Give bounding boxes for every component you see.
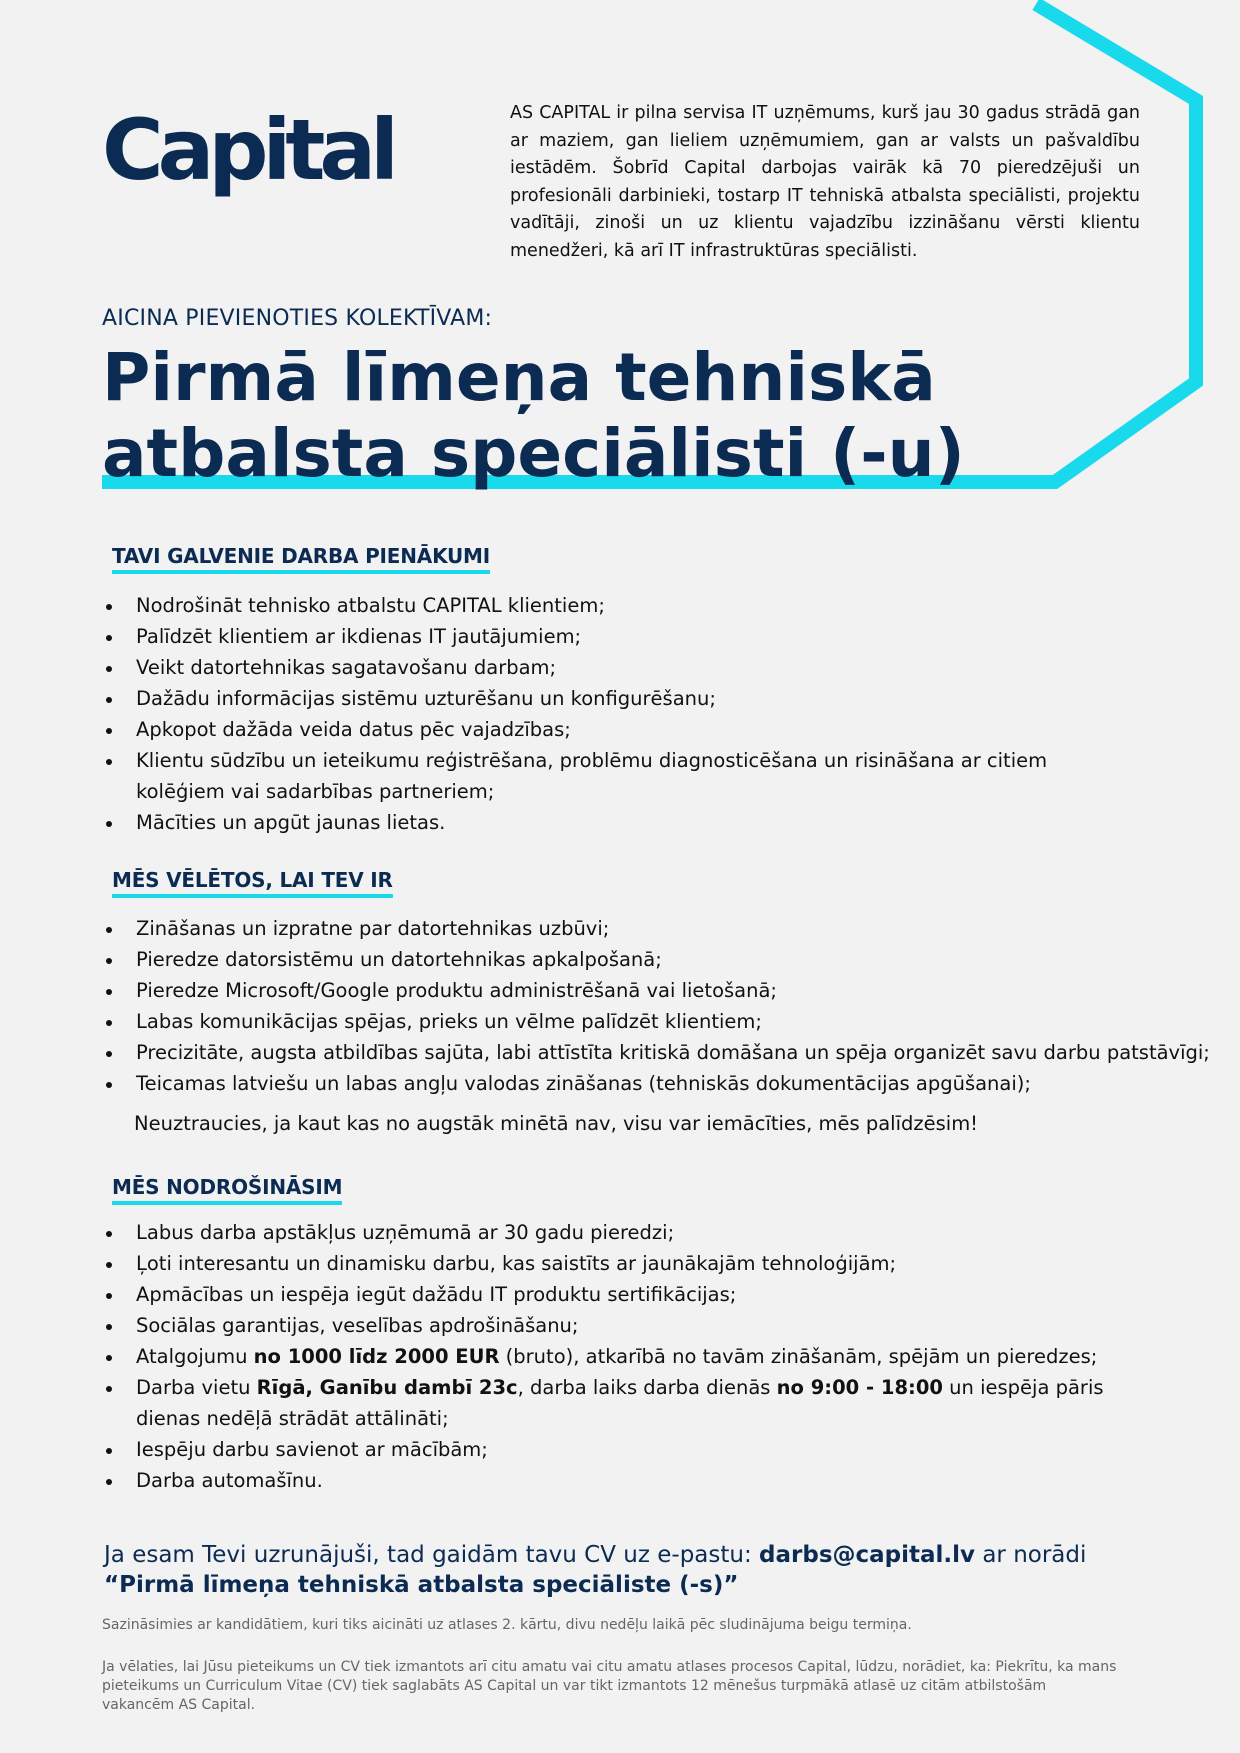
location-pre: Darba vietu: [136, 1376, 257, 1399]
list-item: Labas komunikācijas spējas, prieks un vēlme palīdzēt klientiem;: [104, 1006, 1214, 1037]
list-item: Darba automašīnu.: [104, 1465, 1214, 1496]
footnote-contact: Sazināsimies ar kandidātiem, kuri tiks aicināti uz atlases 2. kārtu, divu nedēļu laikā pēc sludinājuma beigu termiņa.: [102, 1617, 912, 1633]
list-item: Mācīties un apgūt jaunas lietas.: [104, 807, 1214, 838]
list-item: Labus darba apstākļus uzņēmumā ar 30 gadu pieredzi;: [104, 1217, 1214, 1248]
application-call-to-action: [104, 1540, 1184, 1600]
benefits-list: [104, 1217, 1214, 1496]
contact-email[interactable]: darbs@capital.lv: [759, 1542, 976, 1568]
benefits-section-title: MĒS NODROŠINĀSIM: [112, 1175, 342, 1205]
list-item: Pieredze Microsoft/Google produktu administrēšanā vai lietošanā;: [104, 975, 1214, 1006]
capital-logo: Capital: [102, 101, 393, 199]
list-item: Veikt datortehnikas sagatavošanu darbam;: [104, 652, 1214, 683]
company-intro: AS CAPITAL ir pilna servisa IT uzņēmums, kurš jau 30 gadus strādā gan ar maziem, gan lieliem uzņēmumiem, gan ar valsts un pašvaldību iestādēm. Šobrīd Capital darbojas vairāk kā 70 pieredzējuši un profesionāli darbinieki, tostarp IT tehniskā atbalsta speciālisti, projektu vadītāji, zinoši un uz klientu vajadzību izzināšanu vērsti klientu menedžeri, kā arī IT infrastruktūras speciālisti.: [510, 103, 1140, 261]
list-item: Teicamas latviešu un labas angļu valodas zināšanas (tehniskās dokumentācijas apgūšanai);: [104, 1068, 1214, 1099]
duties-list: [104, 590, 1214, 838]
cta-subject: “Pirmā līmeņa tehniskā atbalsta speciāliste (-s)”: [104, 1572, 739, 1598]
list-item: Palīdzēt klientiem ar ikdienas IT jautājumiem;: [104, 621, 1214, 652]
list-item-salary: [104, 1341, 1214, 1372]
salary-pre: Atalgojumu: [136, 1345, 254, 1368]
list-item: [104, 745, 1214, 807]
list-item: Iespēju darbu savienot ar mācībām;: [104, 1434, 1214, 1465]
duties-section-title: TAVI GALVENIE DARBA PIENĀKUMI: [112, 544, 490, 574]
location-address: Rīgā, Ganību dambī 23c: [256, 1376, 518, 1399]
encouragement-note: Neuztraucies, ja kaut kas no augstāk minētā nav, visu var iemācīties, mēs palīdzēsim!: [134, 1112, 979, 1135]
list-item: Pieredze datorsistēmu un datortehnikas apkalpošanā;: [104, 944, 1214, 975]
list-item: Nodrošināt tehnisko atbalstu CAPITAL klientiem;: [104, 590, 1214, 621]
list-item: Dažādu informācijas sistēmu uzturēšanu un konfigurēšanu;: [104, 683, 1214, 714]
requirements-section-title: MĒS VĒLĒTOS, LAI TEV IR: [112, 868, 393, 898]
invitation-kicker: AICINA PIEVIENOTIES KOLEKTĪVAM:: [102, 306, 493, 331]
location-post: un iespēja pāris: [942, 1376, 1104, 1399]
headline-line-2: atbalsta speciālisti (-u): [102, 415, 965, 492]
requirements-list: [104, 913, 1214, 1099]
list-item-text: Klientu sūdzību un ieteikumu reģistrēšana, problēmu diagnosticēšana un risināšana ar citiem: [136, 749, 1048, 772]
headline-line-1: Pirmā līmeņa tehniskā: [102, 339, 936, 416]
list-item: Ļoti interesantu un dinamisku darbu, kas saistīts ar jaunākajām tehnoloģijām;: [104, 1248, 1214, 1279]
list-item-location: [104, 1372, 1214, 1434]
salary-range: no 1000 līdz 2000 EUR: [253, 1345, 500, 1368]
job-title-headline: [102, 340, 1002, 492]
footnote-consent: Ja vēlaties, lai Jūsu pieteikums un CV tiek izmantots arī citu amatu vai citu amatu atlases procesos Capital, lūdzu, norādiet, ka: Piekrītu, ka mans pieteikums un Curriculum Vitae (CV) tiek saglabāts AS Capital un var tikt izmantots 12 mēnešus turpmākā atlasē uz citām atbilstošām vakancēm AS Capital.: [102, 1659, 1117, 1713]
list-item: Sociālas garantijas, veselības apdrošināšanu;: [104, 1310, 1214, 1341]
list-item: Zināšanas un izpratne par datortehnikas uzbūvi;: [104, 913, 1214, 944]
salary-post: (bruto), atkarībā no tavām zināšanām, spējām un pieredzes;: [499, 1345, 1098, 1368]
cta-text: Ja esam Tevi uzrunājuši, tad gaidām tavu CV uz e-pastu:: [104, 1542, 760, 1568]
location-continuation: dienas nedēļā strādāt attālināti;: [136, 1407, 449, 1430]
cta-post: ar norādi: [975, 1542, 1087, 1568]
work-hours: no 9:00 - 18:00: [776, 1376, 943, 1399]
list-item-continuation: kolēģiem vai sadarbības partneriem;: [136, 780, 495, 803]
list-item: Precizitāte, augsta atbildības sajūta, labi attīstīta kritiskā domāšana un spēja organizēt savu darbu patstāvīgi;: [104, 1037, 1214, 1068]
list-item: Apmācības un iespēja iegūt dažādu IT produktu sertifikācijas;: [104, 1279, 1214, 1310]
location-mid: , darba laiks darba dienās: [517, 1376, 777, 1399]
list-item: Apkopot dažāda veida datus pēc vajadzības;: [104, 714, 1214, 745]
